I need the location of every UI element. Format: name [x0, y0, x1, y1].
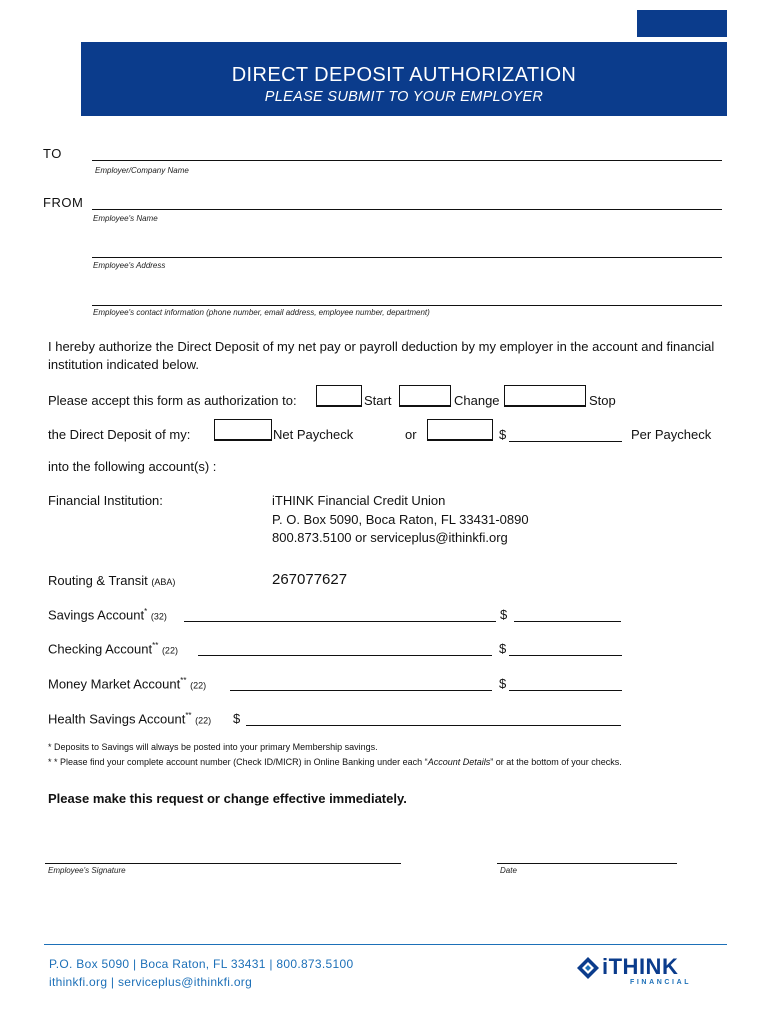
checking-label-text: Checking Account: [48, 641, 153, 657]
checking-label: [48, 641, 178, 656]
footer-divider: [44, 944, 727, 945]
checking-mark: **: [152, 641, 159, 650]
ithink-logo: [576, 954, 706, 990]
footnote-part-a: * * Please find your complete account number (Check ID/MICR) in Online Banking under each “: [48, 757, 428, 767]
net-paycheck-checkbox[interactable]: [214, 419, 272, 441]
amount-field[interactable]: [509, 441, 622, 442]
hsa-mark: **: [185, 711, 192, 720]
deposit-lead: the Direct Deposit of my:: [48, 427, 191, 442]
footnote-account-number: [48, 757, 622, 767]
change-label: Change: [454, 393, 500, 408]
money-market-amount-field[interactable]: [509, 690, 622, 691]
or-label: or: [405, 427, 417, 442]
change-checkbox[interactable]: [399, 385, 451, 407]
employee-contact-field[interactable]: [92, 305, 722, 306]
routing-abbr: (ABA): [151, 577, 176, 587]
savings-code: (32): [150, 611, 167, 622]
money-market-dollar-sign: $: [499, 676, 507, 691]
stop-label: Stop: [589, 393, 616, 408]
employee-name-field[interactable]: [92, 209, 722, 210]
net-paycheck-label: Net Paycheck: [273, 427, 354, 442]
money-market-mark: **: [180, 676, 187, 685]
corner-tab: [637, 10, 727, 37]
action-lead: Please accept this form as authorization to:: [48, 393, 297, 408]
employee-address-caption: Employee's Address: [93, 261, 166, 270]
to-label: TO: [43, 146, 62, 161]
checking-amount-field[interactable]: [509, 655, 622, 656]
institution-label: Financial Institution:: [48, 493, 163, 508]
footer-address: P.O. Box 5090 | Boca Raton, FL 33431 | 800.873.5100: [49, 957, 354, 971]
hsa-label-text: Health Savings Account: [48, 711, 186, 727]
hsa-dollar-sign: $: [233, 711, 241, 726]
hsa-code: (22): [195, 715, 212, 726]
accounts-intro: into the following account(s) :: [48, 459, 217, 474]
savings-label-text: Savings Account: [48, 607, 145, 623]
money-market-label-text: Money Market Account: [48, 676, 181, 692]
institution-contact: 800.873.5100 or serviceplus@ithinkfi.org: [272, 530, 508, 545]
form-subtitle: PLEASE SUBMIT TO YOUR EMPLOYER: [264, 89, 544, 105]
amount-dollar-sign: $: [499, 427, 507, 442]
date-caption: Date: [500, 866, 517, 875]
footnote-savings: * Deposits to Savings will always be posted into your primary Membership savings.: [48, 742, 378, 752]
routing-number: 267077627: [272, 571, 348, 588]
savings-mark: *: [144, 607, 148, 616]
checking-account-number-field[interactable]: [198, 655, 492, 656]
stop-checkbox[interactable]: [504, 385, 586, 407]
money-market-code: (22): [190, 680, 207, 691]
authorization-text: I hereby authorize the Direct Deposit of my net pay or payroll deduction by my employer in the account and financial institution indicated below.: [48, 339, 715, 372]
start-label: Start: [364, 393, 392, 408]
routing-label: [48, 573, 175, 588]
savings-label: [48, 607, 167, 622]
routing-label-text: Routing & Transit: [48, 573, 148, 588]
footer-contact: ithinkfi.org | serviceplus@ithinkfi.org: [49, 975, 253, 989]
signature-caption: Employee's Signature: [48, 866, 126, 875]
money-market-account-number-field[interactable]: [230, 690, 492, 691]
money-market-label: [48, 676, 206, 691]
from-label: FROM: [43, 195, 84, 210]
per-paycheck-label: Per Paycheck: [631, 427, 712, 442]
hsa-label: [48, 711, 211, 726]
form-title: DIRECT DEPOSIT AUTHORIZATION: [231, 64, 577, 86]
employee-address-field[interactable]: [92, 257, 722, 258]
checking-dollar-sign: $: [499, 641, 507, 656]
savings-amount-field[interactable]: [514, 621, 621, 622]
savings-account-number-field[interactable]: [184, 621, 496, 622]
footnote-emphasis: Account Details: [427, 757, 491, 767]
start-checkbox[interactable]: [316, 385, 362, 407]
savings-dollar-sign: $: [500, 607, 508, 622]
amount-checkbox[interactable]: [427, 419, 493, 441]
employer-name-field[interactable]: [92, 160, 722, 161]
checking-code: (22): [161, 645, 178, 656]
signature-field[interactable]: [45, 863, 401, 864]
diamond-logo-icon: [576, 956, 600, 980]
employer-name-caption: Employer/Company Name: [95, 166, 189, 175]
footnote-part-b: ” or at the bottom of your checks.: [490, 757, 622, 767]
employee-name-caption: Employee's Name: [93, 214, 158, 223]
date-field[interactable]: [497, 863, 677, 864]
effective-statement: Please make this request or change effective immediately.: [48, 791, 407, 806]
logo-wordmark: iTHINK: [602, 954, 679, 979]
employee-contact-caption: Employee's contact information (phone number, email address, employee number, department): [93, 308, 430, 317]
institution-name: iTHINK Financial Credit Union: [272, 493, 446, 508]
hsa-field[interactable]: [246, 725, 621, 726]
institution-address: P. O. Box 5090, Boca Raton, FL 33431-0890: [272, 512, 529, 527]
logo-subtext: FINANCIAL: [630, 979, 692, 986]
